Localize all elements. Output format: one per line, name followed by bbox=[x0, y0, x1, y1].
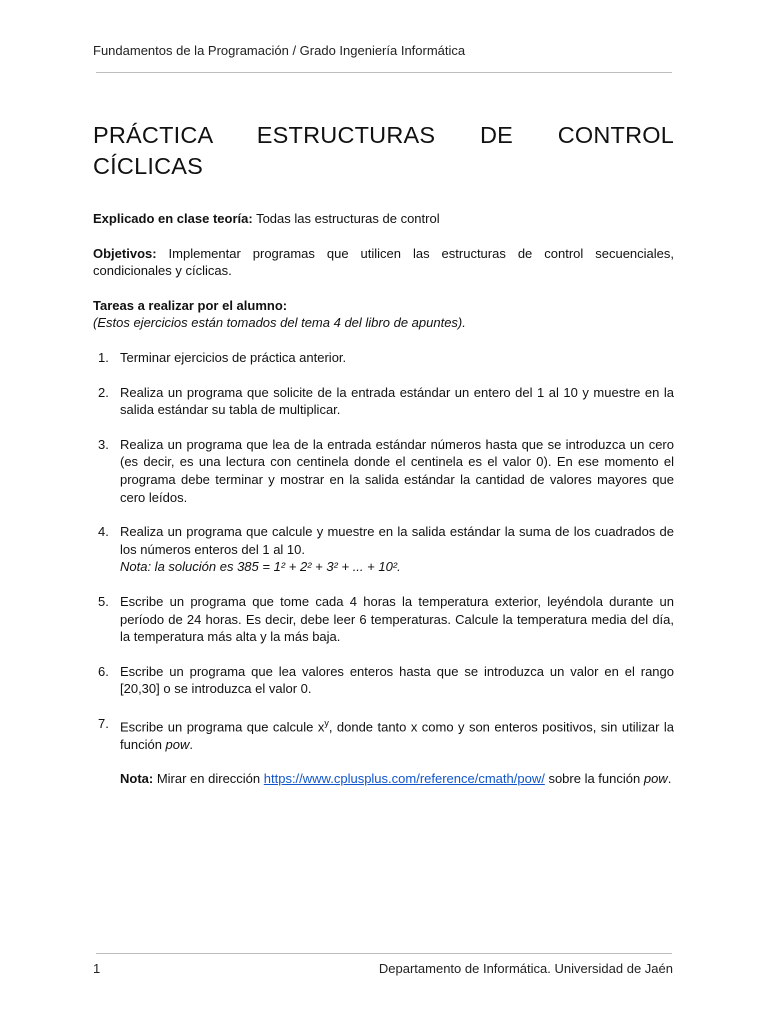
task-superscript: y bbox=[324, 717, 329, 728]
objetivos-label: Objetivos: bbox=[93, 245, 157, 261]
page-number: 1 bbox=[93, 961, 101, 976]
task-text-cont: , donde tanto x como y son enteros positivos, sin utilizar la función bbox=[120, 719, 674, 752]
footer-divider bbox=[96, 953, 672, 954]
header-divider bbox=[96, 72, 672, 73]
task-number: 1. bbox=[98, 349, 109, 365]
task-text: Escribe un programa que lea valores enteros hasta que se introduzca un valor en el rango [20,30] o se introduzca el valor 0. bbox=[120, 663, 674, 697]
running-header: Fundamentos de la Programación / Grado Ingeniería Informática bbox=[93, 43, 466, 58]
task-text: Escribe un programa que calcule x bbox=[120, 719, 325, 735]
task-number: 6. bbox=[98, 663, 109, 679]
task-item-2 bbox=[93, 384, 674, 419]
footer-department: Departamento de Informática. Universidad de Jaén bbox=[378, 961, 673, 976]
task-text: Realiza un programa que solicite de la entrada estándar un entero del 1 al 10 y muestre en la salida estándar su tabla de multiplicar. bbox=[120, 384, 674, 418]
tasks-subheading: (Estos ejercicios están tomados del tema 4 del libro de apuntes). bbox=[93, 315, 466, 331]
explicado-label: Explicado en clase teoría: bbox=[93, 211, 253, 226]
note-func: pow bbox=[643, 771, 668, 787]
task-text: Terminar ejercicios de práctica anterior. bbox=[120, 349, 347, 365]
task-text-end: . bbox=[189, 736, 194, 752]
task-text: Escribe un programa que tome cada 4 horas la temperatura exterior, leyéndola durante un período de 24 horas. Es decir, debe leer 6 temperaturas. Calcule la temperatura media del día, la temperatura más alta y la más baja. bbox=[120, 593, 674, 645]
task-func: pow bbox=[165, 736, 190, 752]
note-after: sobre la función bbox=[544, 771, 644, 787]
task-item-5 bbox=[93, 593, 674, 646]
note-end: . bbox=[667, 771, 672, 787]
task-7-note bbox=[120, 770, 674, 788]
objetivos-text: Implementar programas que utilicen las estructuras de control secuenciales, condicionales y cíclicas. bbox=[93, 245, 674, 279]
task-number: 7. bbox=[98, 715, 109, 731]
task-number: 4. bbox=[98, 524, 109, 540]
page-title: PRÁCTICA ESTRUCTURAS DE CONTROL CÍCLICAS bbox=[93, 122, 674, 179]
task-item-6 bbox=[93, 663, 674, 698]
note-label: Nota: bbox=[120, 771, 154, 787]
task-item-3 bbox=[93, 436, 674, 506]
task-note: Nota: la solución es 385 = 1² + 2² + 3² + ... + 10². bbox=[120, 559, 401, 575]
explicado-paragraph bbox=[93, 210, 674, 228]
objetivos-paragraph bbox=[93, 245, 674, 280]
task-number: 5. bbox=[98, 593, 109, 609]
explicado-text: Todas las estructuras de control bbox=[252, 211, 440, 226]
task-number: 2. bbox=[98, 384, 109, 400]
task-text: Realiza un programa que lea de la entrada estándar números hasta que se introduzca un cero (es decir, es una lectura con centinela donde el centinela es el valor 0). En ese momento el programa debe terminar y mostrar en la salida estándar la cantidad de valores mayores que cero leídos. bbox=[120, 436, 674, 505]
task-number: 3. bbox=[98, 436, 109, 452]
task-item-1 bbox=[93, 349, 674, 367]
document-body bbox=[93, 210, 674, 805]
task-list bbox=[93, 349, 674, 788]
tasks-heading: Tareas a realizar por el alumno: bbox=[93, 297, 288, 313]
task-item-4 bbox=[93, 523, 674, 576]
note-text: Mirar en dirección bbox=[153, 771, 264, 787]
task-text: Realiza un programa que calcule y muestre en la salida estándar la suma de los cuadrados de los números enteros del 1 al 10. bbox=[120, 524, 674, 557]
task-item-7 bbox=[93, 715, 674, 788]
cplusplus-pow-link[interactable]: https://www.cplusplus.com/reference/cmath/pow/ bbox=[263, 771, 545, 787]
